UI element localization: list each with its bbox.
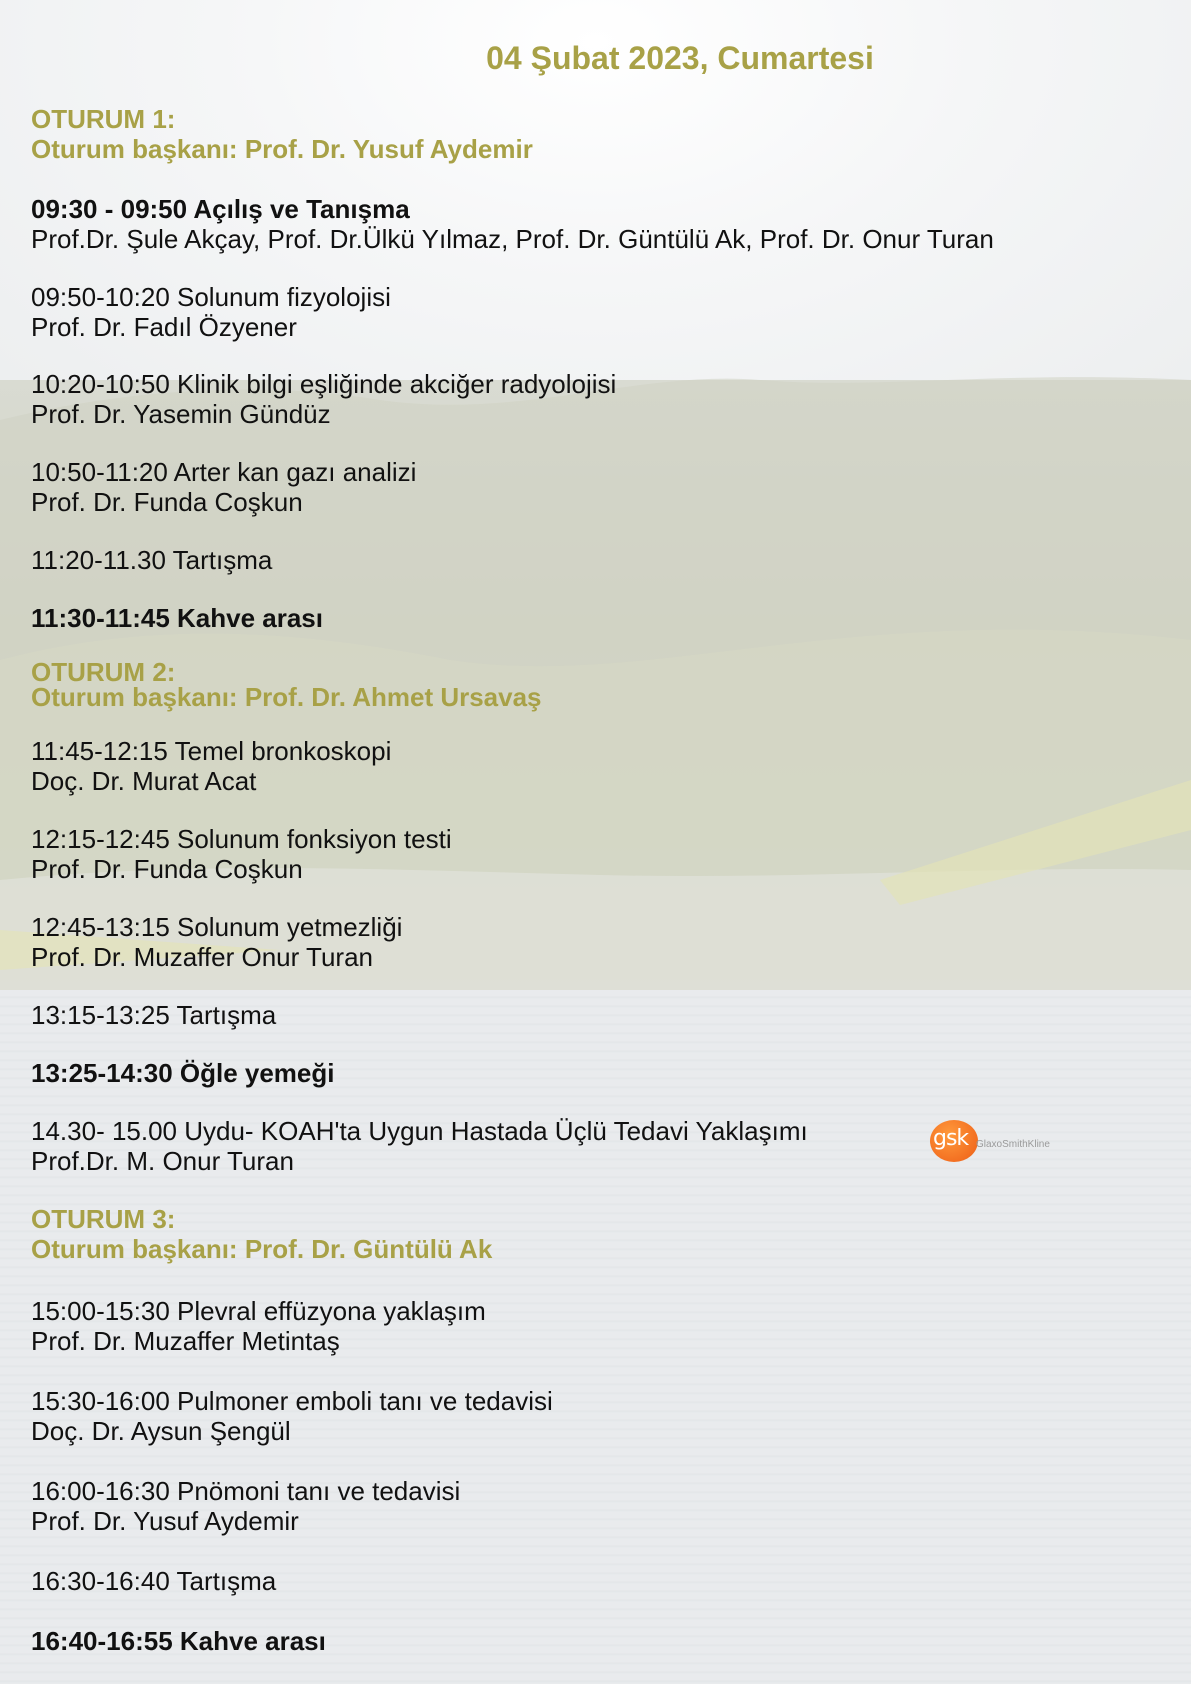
session-item-title: 14.30- 15.00 Uydu- KOAH'ta Uygun Hastada Üçlü Tedavi Yaklaşımı: [31, 1116, 808, 1146]
session-item-speaker: Prof. Dr. Muzaffer Onur Turan: [31, 942, 373, 972]
session-item-title: 09:30 - 09:50 Açılış ve Tanışma: [31, 194, 410, 224]
session-2-title: OTURUM 2:: [31, 657, 176, 687]
break-item: 16:40-16:55 Kahve arası: [31, 1626, 326, 1656]
session-item-speaker: Prof. Dr. Funda Coşkun: [31, 487, 303, 517]
session-item-title: 16:30-16:40 Tartışma: [31, 1566, 277, 1596]
gsk-logo-text: gsk: [933, 1126, 969, 1151]
session-item-speaker: Prof. Dr. Funda Coşkun: [31, 854, 303, 884]
session-2-chair: Oturum başkanı: Prof. Dr. Ahmet Ursavaş: [31, 682, 542, 712]
session-item-speaker: Prof. Dr. Yusuf Aydemir: [31, 1506, 299, 1536]
gsk-logo: [930, 1118, 1070, 1164]
session-1-chair: Oturum başkanı: Prof. Dr. Yusuf Aydemir: [31, 134, 533, 164]
session-item-speaker: Prof.Dr. Şule Akçay, Prof. Dr.Ülkü Yılmaz, Prof. Dr. Güntülü Ak, Prof. Dr. Onur Turan: [31, 224, 994, 254]
break-item: 13:25-14:30 Öğle yemeği: [31, 1058, 335, 1088]
session-item-title: 12:15-12:45 Solunum fonksiyon testi: [31, 824, 452, 854]
session-item-title: 12:45-13:15 Solunum yetmezliği: [31, 912, 403, 942]
session-item-title: 16:00-16:30 Pnömoni tanı ve tedavisi: [31, 1476, 461, 1506]
session-item-speaker: Prof.Dr. M. Onur Turan: [31, 1146, 294, 1176]
session-item-speaker: Prof. Dr. Muzaffer Metintaş: [31, 1326, 340, 1356]
program-date: 04 Şubat 2023, Cumartesi: [486, 40, 874, 76]
session-item-title: 10:20-10:50 Klinik bilgi eşliğinde akciğer radyolojisi: [31, 369, 617, 399]
session-item-speaker: Prof. Dr. Fadıl Özyener: [31, 312, 297, 342]
session-3-title: OTURUM 3:: [31, 1204, 176, 1234]
session-item-title: 15:30-16:00 Pulmoner emboli tanı ve tedavisi: [31, 1386, 553, 1416]
session-item-speaker: Doç. Dr. Aysun Şengül: [31, 1416, 291, 1446]
session-item-title: 09:50-10:20 Solunum fizyolojisi: [31, 282, 391, 312]
session-item-title: 10:50-11:20 Arter kan gazı analizi: [31, 457, 417, 487]
session-3-chair: Oturum başkanı: Prof. Dr. Güntülü Ak: [31, 1234, 493, 1264]
session-item-title: 13:15-13:25 Tartışma: [31, 1000, 277, 1030]
session-item-title: 11:20-11.30 Tartışma: [31, 545, 273, 575]
session-item-title: 15:00-15:30 Plevral effüzyona yaklaşım: [31, 1296, 486, 1326]
break-item: 11:30-11:45 Kahve arası: [31, 603, 323, 633]
sponsor-name: GlaxoSmithKline: [976, 1139, 1050, 1150]
session-item-speaker: Prof. Dr. Yasemin Gündüz: [31, 399, 331, 429]
session-item-title: 11:45-12:15 Temel bronkoskopi: [31, 736, 392, 766]
session-1-title: OTURUM 1:: [31, 104, 176, 134]
session-item-speaker: Doç. Dr. Murat Acat: [31, 766, 257, 796]
